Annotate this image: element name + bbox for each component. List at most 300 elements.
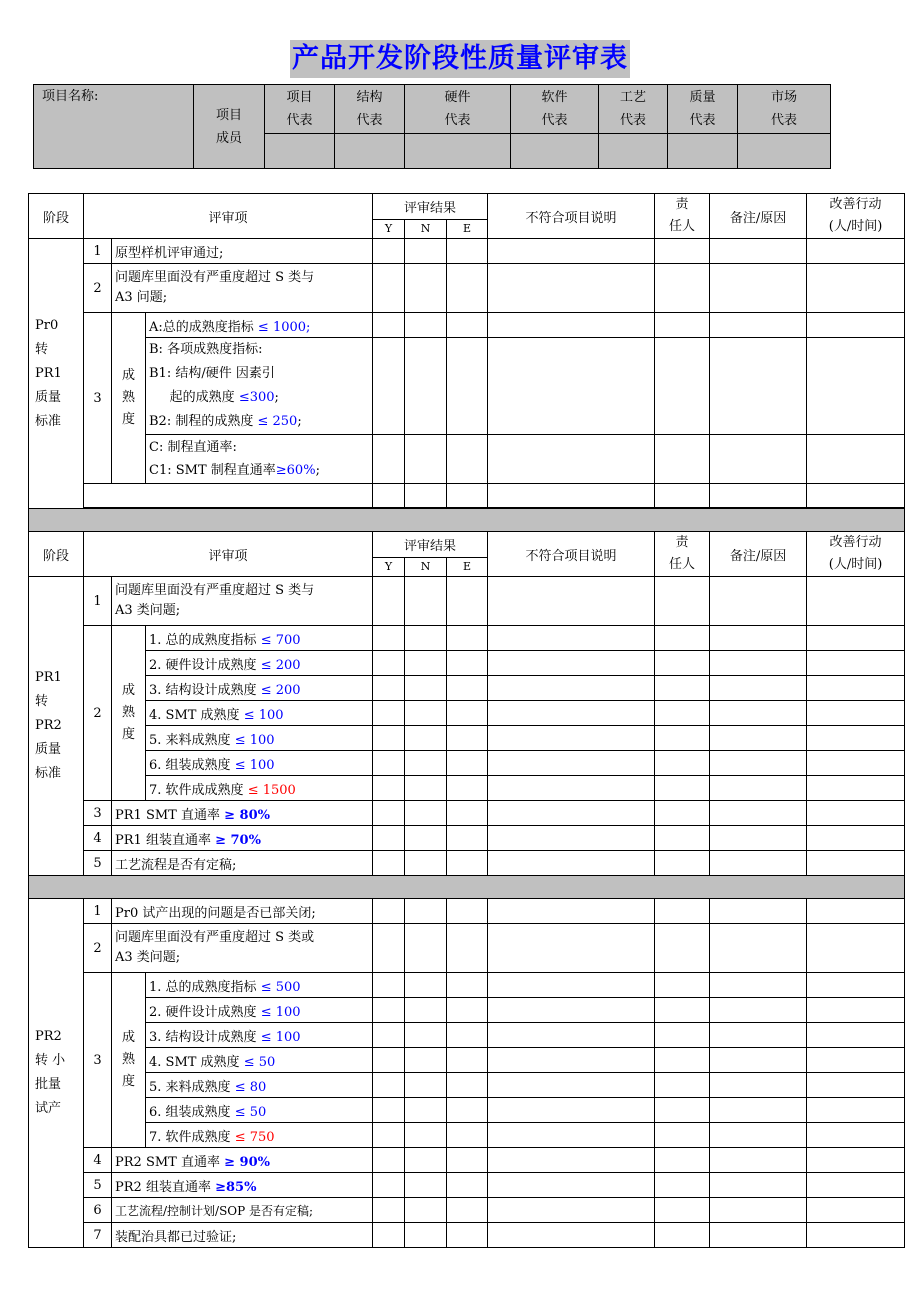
item-number: 4 [84,826,112,851]
action-cell[interactable] [807,239,905,264]
result-e[interactable] [447,701,488,726]
result-n[interactable] [405,998,447,1023]
owner-cell[interactable] [655,1048,710,1073]
action-cell[interactable] [807,998,905,1023]
action-cell[interactable] [807,338,905,435]
header-owner: 责 任人 [655,532,710,577]
pr0-maturity-label: 成 熟 度 [112,313,146,484]
nonconform-cell[interactable] [488,776,655,801]
item-number: 4 [84,1148,112,1173]
result-y[interactable] [373,801,405,826]
header-n: N [405,219,447,238]
item-number: 3 [84,973,112,1148]
result-n[interactable] [405,776,447,801]
owner-cell[interactable] [655,313,710,338]
nonconform-cell[interactable] [488,924,655,973]
result-e[interactable] [447,1048,488,1073]
remark-cell[interactable] [710,1173,807,1198]
result-e[interactable] [447,651,488,676]
pr2-sub-3: 3. 结构设计成熟度 ≤ 100 [146,1023,373,1048]
nonconform-cell[interactable] [488,1023,655,1048]
role-project-rep: 项目 代表 [265,85,335,134]
header-stage: 阶段 [29,532,84,577]
remark-cell[interactable] [710,651,807,676]
result-n[interactable] [405,1098,447,1123]
section-separator [29,509,905,532]
role-hardware-rep: 硬件 代表 [405,85,511,134]
remark-cell[interactable] [710,851,807,876]
remark-cell[interactable] [710,1098,807,1123]
result-y[interactable] [373,751,405,776]
role-process-rep: 工艺 代表 [599,85,668,134]
nonconform-cell[interactable] [488,801,655,826]
owner-cell[interactable] [655,924,710,973]
result-e[interactable] [447,801,488,826]
result-n[interactable] [405,1148,447,1173]
pr0-sub-b: B: 各项成熟度指标: B1: 结构/硬件 因素引 起的成熟度 ≤300; B2: 制程的成熟度 ≤ 250; [146,338,373,435]
result-y[interactable] [373,651,405,676]
result-n[interactable] [405,1023,447,1048]
pr1-sub-3: 3. 结构设计成熟度 ≤ 200 [146,676,373,701]
role-market-rep: 市场 代表 [738,85,831,134]
action-cell[interactable] [807,626,905,651]
header-remark: 备注/原因 [710,532,807,577]
result-y[interactable] [373,1148,405,1173]
header-e: E [447,219,488,238]
result-e[interactable] [447,726,488,751]
result-e[interactable] [447,1023,488,1048]
result-n[interactable] [405,1073,447,1098]
role-quality-rep: 质量 代表 [668,85,738,134]
nonconform-cell[interactable] [488,751,655,776]
owner-cell[interactable] [655,851,710,876]
nonconform-cell[interactable] [488,626,655,651]
nonconform-cell[interactable] [488,484,655,508]
result-y[interactable] [373,1198,405,1223]
nonconform-cell[interactable] [488,1048,655,1073]
result-e[interactable] [447,577,488,626]
owner-cell[interactable] [655,676,710,701]
result-n[interactable] [405,701,447,726]
result-y[interactable] [373,851,405,876]
action-cell[interactable] [807,801,905,826]
pr1-sub-4: 4. SMT 成熟度 ≤ 100 [146,701,373,726]
action-cell[interactable] [807,1223,905,1248]
result-e[interactable] [447,924,488,973]
action-cell[interactable] [807,1073,905,1098]
action-cell[interactable] [807,751,905,776]
item-number: 1 [84,577,112,626]
nonconform-cell[interactable] [488,435,655,484]
pr0-sub-c: C: 制程直通率: C1: SMT 制程直通率≥60%; [146,435,373,484]
result-y[interactable] [373,435,405,484]
empty-item-cell[interactable] [84,484,373,508]
result-y[interactable] [373,826,405,851]
result-y[interactable] [373,484,405,508]
section-separator [29,876,905,899]
header-item: 评审项 [84,532,373,577]
stage-pr2: PR2 转 小 批量 试产 [29,899,84,1248]
owner-cell[interactable] [655,1123,710,1148]
owner-cell[interactable] [655,726,710,751]
remark-cell[interactable] [710,1023,807,1048]
pr1-maturity-label: 成 熟 度 [112,626,146,801]
action-cell[interactable] [807,826,905,851]
remark-cell[interactable] [710,998,807,1023]
result-y[interactable] [373,313,405,338]
owner-cell[interactable] [655,973,710,998]
pr0-item1: 原型样机评审通过; [112,239,373,264]
nonconform-cell[interactable] [488,1073,655,1098]
member-name-cell[interactable] [599,134,668,169]
item-number: 2 [84,264,112,313]
remark-cell[interactable] [710,1073,807,1098]
pr0-item2: 问题库里面没有严重度超过 S 类与 A3 问题; [112,264,373,313]
result-e[interactable] [447,676,488,701]
result-n[interactable] [405,626,447,651]
header-action: 改善行动 (人/时间) [807,194,905,239]
pr2-item6: 工艺流程/控制计划/SOP 是否有定稿; [112,1198,373,1223]
action-cell[interactable] [807,776,905,801]
result-e[interactable] [447,239,488,264]
header-nonconform: 不符合项目说明 [488,532,655,577]
owner-cell[interactable] [655,1148,710,1173]
owner-cell[interactable] [655,338,710,435]
remark-cell[interactable] [710,776,807,801]
member-name-cell[interactable] [738,134,831,169]
result-n[interactable] [405,1123,447,1148]
nonconform-cell[interactable] [488,1098,655,1123]
page-title: 产品开发阶段性质量评审表 [290,40,630,78]
result-e[interactable] [447,1173,488,1198]
owner-cell[interactable] [655,1223,710,1248]
result-n[interactable] [405,899,447,924]
pr2-sub-4: 4. SMT 成熟度 ≤ 50 [146,1048,373,1073]
result-y[interactable] [373,998,405,1023]
project-name-label: 项目名称: [34,85,194,169]
owner-cell[interactable] [655,264,710,313]
result-n[interactable] [405,1198,447,1223]
action-cell[interactable] [807,484,905,508]
result-y[interactable] [373,239,405,264]
result-y[interactable] [373,899,405,924]
action-cell[interactable] [807,577,905,626]
nonconform-cell[interactable] [488,338,655,435]
remark-cell[interactable] [710,924,807,973]
result-e[interactable] [447,435,488,484]
result-y[interactable] [373,1073,405,1098]
item-number: 1 [84,899,112,924]
pr2-sub-5: 5. 来料成熟度 ≤ 80 [146,1073,373,1098]
action-cell[interactable] [807,313,905,338]
nonconform-cell[interactable] [488,264,655,313]
owner-cell[interactable] [655,751,710,776]
result-n[interactable] [405,1173,447,1198]
action-cell[interactable] [807,1148,905,1173]
result-e[interactable] [447,899,488,924]
result-y[interactable] [373,264,405,313]
nonconform-cell[interactable] [488,851,655,876]
header-remark: 备注/原因 [710,194,807,239]
nonconform-cell[interactable] [488,313,655,338]
remark-cell[interactable] [710,1123,807,1148]
result-y[interactable] [373,776,405,801]
pr1-sub-5: 5. 来料成熟度 ≤ 100 [146,726,373,751]
result-y[interactable] [373,701,405,726]
remark-cell[interactable] [710,313,807,338]
result-y[interactable] [373,676,405,701]
item-number: 5 [84,1173,112,1198]
result-e[interactable] [447,1073,488,1098]
nonconform-cell[interactable] [488,1198,655,1223]
owner-cell[interactable] [655,998,710,1023]
nonconform-cell[interactable] [488,726,655,751]
owner-cell[interactable] [655,826,710,851]
result-y[interactable] [373,1023,405,1048]
header-nonconform: 不符合项目说明 [488,194,655,239]
pr2-sub-6: 6. 组装成熟度 ≤ 50 [146,1098,373,1123]
result-e[interactable] [447,751,488,776]
remark-cell[interactable] [710,801,807,826]
nonconform-cell[interactable] [488,577,655,626]
result-e[interactable] [447,1098,488,1123]
nonconform-cell[interactable] [488,651,655,676]
header-n: N [405,557,447,576]
action-cell[interactable] [807,1048,905,1073]
owner-cell[interactable] [655,776,710,801]
result-n[interactable] [405,826,447,851]
action-cell[interactable] [807,924,905,973]
remark-cell[interactable] [710,1198,807,1223]
remark-cell[interactable] [710,435,807,484]
item-number: 2 [84,924,112,973]
remark-cell[interactable] [710,973,807,998]
result-n[interactable] [405,801,447,826]
nonconform-cell[interactable] [488,239,655,264]
nonconform-cell[interactable] [488,826,655,851]
member-name-cell[interactable] [335,134,405,169]
remark-cell[interactable] [710,1223,807,1248]
header-y: Y [373,219,405,238]
action-cell[interactable] [807,1173,905,1198]
nonconform-cell[interactable] [488,701,655,726]
owner-cell[interactable] [655,899,710,924]
nonconform-cell[interactable] [488,1223,655,1248]
remark-cell[interactable] [710,484,807,508]
result-n[interactable] [405,264,447,313]
result-y[interactable] [373,726,405,751]
owner-cell[interactable] [655,484,710,508]
result-e[interactable] [447,1198,488,1223]
pr2-item1: Pr0 试产出现的问题是否已部关闭; [112,899,373,924]
nonconform-cell[interactable] [488,1148,655,1173]
result-y[interactable] [373,973,405,998]
action-cell[interactable] [807,1098,905,1123]
title-wrap [0,40,920,78]
result-e[interactable] [447,776,488,801]
pr1-item3: PR1 SMT 直通率 ≥ 80% [112,801,373,826]
result-n[interactable] [405,726,447,751]
action-cell[interactable] [807,435,905,484]
review-table [28,193,905,1248]
owner-cell[interactable] [655,701,710,726]
result-e[interactable] [447,998,488,1023]
pr0-sub-a: A:总的成熟度指标 ≤ 1000; [146,313,373,338]
header-y: Y [373,557,405,576]
stage-pr1: PR1 转 PR2 质量 标准 [29,577,84,876]
header-item: 评审项 [84,194,373,239]
member-name-cell[interactable] [511,134,599,169]
action-cell[interactable] [807,1198,905,1223]
result-n[interactable] [405,1048,447,1073]
nonconform-cell[interactable] [488,899,655,924]
result-e[interactable] [447,826,488,851]
action-cell[interactable] [807,1123,905,1148]
remark-cell[interactable] [710,751,807,776]
result-n[interactable] [405,313,447,338]
header-result: 评审结果 [373,532,488,558]
pr1-sub-6: 6. 组装成熟度 ≤ 100 [146,751,373,776]
header-result: 评审结果 [373,194,488,220]
remark-cell[interactable] [710,1148,807,1173]
action-cell[interactable] [807,851,905,876]
result-n[interactable] [405,751,447,776]
remark-cell[interactable] [710,701,807,726]
role-structure-rep: 结构 代表 [335,85,405,134]
action-cell[interactable] [807,701,905,726]
result-y[interactable] [373,1048,405,1073]
pr1-item5: 工艺流程是否有定稿; [112,851,373,876]
result-n[interactable] [405,851,447,876]
owner-cell[interactable] [655,651,710,676]
pr1-item4: PR1 组装直通率 ≥ 70% [112,826,373,851]
pr2-item4: PR2 SMT 直通率 ≥ 90% [112,1148,373,1173]
result-n[interactable] [405,676,447,701]
owner-cell[interactable] [655,1098,710,1123]
nonconform-cell[interactable] [488,998,655,1023]
item-number: 6 [84,1198,112,1223]
result-n[interactable] [405,577,447,626]
pr2-sub-2: 2. 硬件设计成熟度 ≤ 100 [146,998,373,1023]
action-cell[interactable] [807,973,905,998]
header-owner: 责 任人 [655,194,710,239]
owner-cell[interactable] [655,1023,710,1048]
action-cell[interactable] [807,899,905,924]
pr2-maturity-label: 成 熟 度 [112,973,146,1148]
result-e[interactable] [447,626,488,651]
pr1-item1: 问题库里面没有严重度超过 S 类与 A3 类问题; [112,577,373,626]
result-e[interactable] [447,1123,488,1148]
pr2-item7: 装配治具都已过验证; [112,1223,373,1248]
result-y[interactable] [373,577,405,626]
result-y[interactable] [373,626,405,651]
remark-cell[interactable] [710,676,807,701]
pr2-sub-7: 7. 软件成熟度 ≤ 750 [146,1123,373,1148]
role-software-rep: 软件 代表 [511,85,599,134]
owner-cell[interactable] [655,1198,710,1223]
pr1-sub-2: 2. 硬件设计成熟度 ≤ 200 [146,651,373,676]
owner-cell[interactable] [655,1173,710,1198]
result-e[interactable] [447,851,488,876]
item-number: 5 [84,851,112,876]
result-e[interactable] [447,264,488,313]
action-cell[interactable] [807,1023,905,1048]
result-n[interactable] [405,239,447,264]
header-e: E [447,557,488,576]
result-e[interactable] [447,338,488,435]
result-e[interactable] [447,313,488,338]
remark-cell[interactable] [710,264,807,313]
result-n[interactable] [405,1223,447,1248]
result-y[interactable] [373,1098,405,1123]
result-y[interactable] [373,1123,405,1148]
owner-cell[interactable] [655,626,710,651]
item-number: 7 [84,1223,112,1248]
item-number: 1 [84,239,112,264]
pr2-item5: PR2 组装直通率 ≥85% [112,1173,373,1198]
remark-cell[interactable] [710,239,807,264]
result-n[interactable] [405,484,447,508]
nonconform-cell[interactable] [488,1123,655,1148]
result-e[interactable] [447,1148,488,1173]
item-number: 2 [84,626,112,801]
owner-cell[interactable] [655,239,710,264]
members-table [33,84,831,169]
result-y[interactable] [373,1223,405,1248]
pr1-sub-7: 7. 软件成成熟度 ≤ 1500 [146,776,373,801]
remark-cell[interactable] [710,626,807,651]
item-number: 3 [84,313,112,484]
result-y[interactable] [373,924,405,973]
result-n[interactable] [405,924,447,973]
remark-cell[interactable] [710,577,807,626]
member-name-cell[interactable] [668,134,738,169]
action-cell[interactable] [807,651,905,676]
remark-cell[interactable] [710,826,807,851]
remark-cell[interactable] [710,899,807,924]
owner-cell[interactable] [655,1073,710,1098]
nonconform-cell[interactable] [488,676,655,701]
result-n[interactable] [405,338,447,435]
nonconform-cell[interactable] [488,1173,655,1198]
remark-cell[interactable] [710,1048,807,1073]
result-e[interactable] [447,973,488,998]
result-e[interactable] [447,1223,488,1248]
result-e[interactable] [447,484,488,508]
action-cell[interactable] [807,676,905,701]
remark-cell[interactable] [710,726,807,751]
owner-cell[interactable] [655,577,710,626]
role-project-members: 项目 成员 [194,85,265,169]
header-action: 改善行动 (人/时间) [807,532,905,577]
remark-cell[interactable] [710,338,807,435]
owner-cell[interactable] [655,435,710,484]
nonconform-cell[interactable] [488,973,655,998]
member-name-cell[interactable] [265,134,335,169]
owner-cell[interactable] [655,801,710,826]
result-y[interactable] [373,1173,405,1198]
stage-pr0: Pr0 转 PR1 质量 标准 [29,239,84,509]
pr1-sub-1: 1. 总的成熟度指标 ≤ 700 [146,626,373,651]
result-y[interactable] [373,338,405,435]
result-n[interactable] [405,651,447,676]
action-cell[interactable] [807,726,905,751]
member-name-cell[interactable] [405,134,511,169]
pr2-item2: 问题库里面没有严重度超过 S 类或 A3 类问题; [112,924,373,973]
result-n[interactable] [405,973,447,998]
result-n[interactable] [405,435,447,484]
action-cell[interactable] [807,264,905,313]
